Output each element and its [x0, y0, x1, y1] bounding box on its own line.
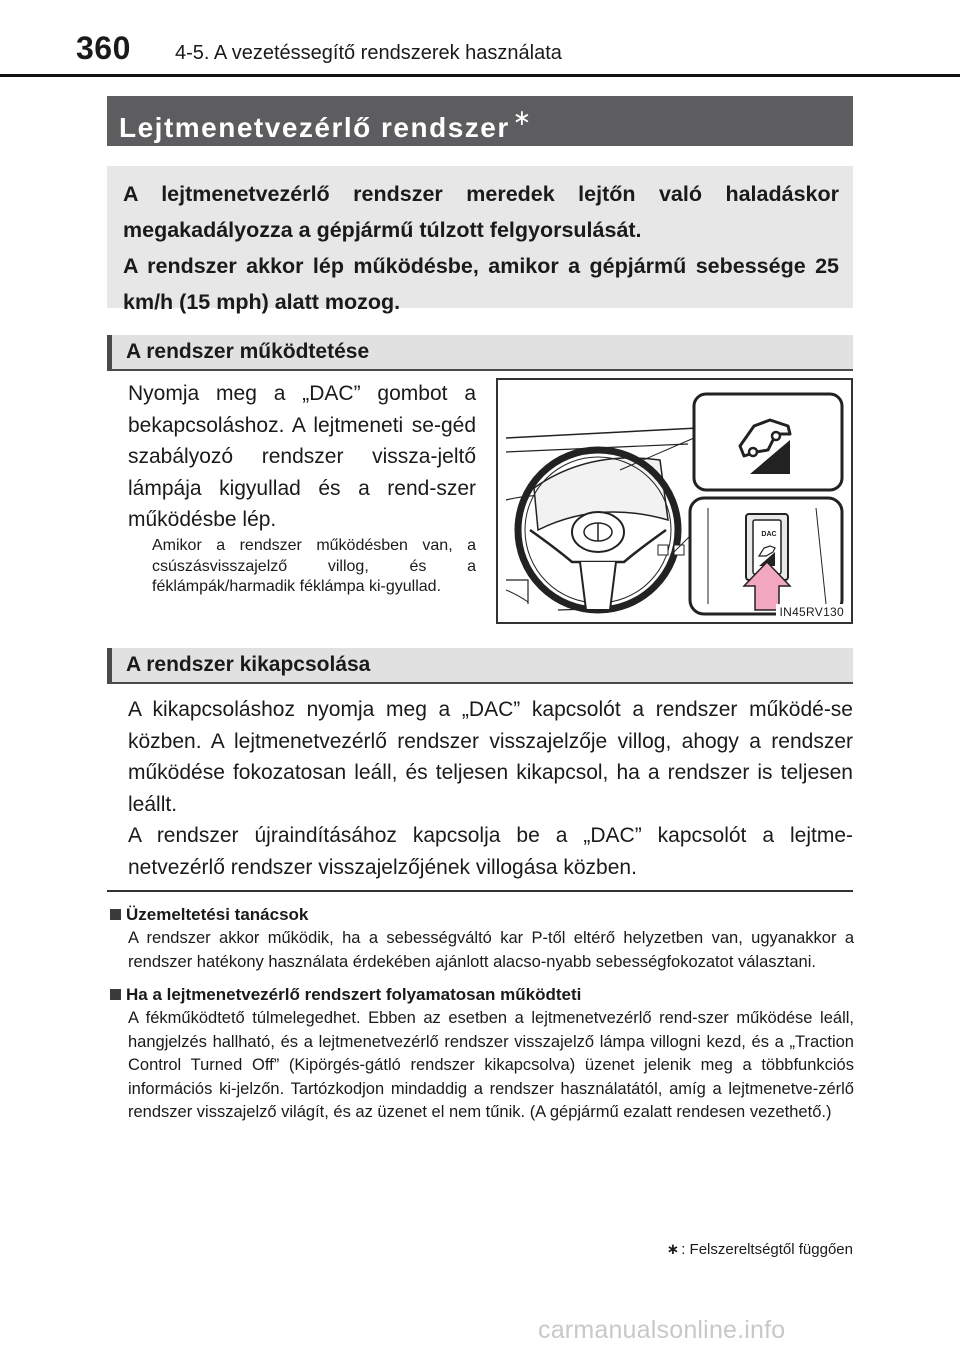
note-heading-text: Üzemeltetési tanácsok: [126, 905, 309, 924]
footnote: [667, 1240, 853, 1258]
square-bullet-icon: [110, 989, 121, 1000]
square-bullet-icon: [110, 909, 121, 920]
notes: [110, 903, 854, 1134]
title-asterisk: ∗: [512, 105, 532, 130]
note-heading-text: Ha a lejtmenetvezérlő rendszert folyamatosan működteti: [126, 985, 582, 1004]
page-title: [119, 105, 531, 144]
note-heading: [110, 983, 854, 1007]
intro-line-2: A rendszer akkor lép működésbe, amikor a gépjármű sebessége 25 km/h (15 mph) alatt mozog.: [123, 254, 839, 314]
note-body: A fékműködtető túlmelegedhet. Ebben az esetben a lejtmenetvezérlő rend-szer működése leáll, hangjelzés hallható, és a lejtmenetvezérlő rendszer visszajelző lámpa villogni kezd, és a „Traction Control Turned Off” (Kipörgés-gátló rendszer kikapcsolva) üzenet jelenik meg a többfunkciós információs ki-jelzőn. Tartózkodjon mindaddig a rendszer használatától, amíg a lejtmenetve-zérlő rendszer visszajelző világít, és az üzenet el nem tűnik. (A gépjármű ezalatt rendesen vezethető.): [128, 1009, 854, 1121]
footnote-text: : Felszereltségtől függően: [681, 1241, 853, 1258]
watermark: carmanualsonline.info: [538, 1316, 786, 1344]
header-rule: [0, 74, 960, 77]
section-heading-off-text: A rendszer kikapcsolása: [126, 653, 371, 676]
intro-box: [107, 166, 853, 314]
section-title-bar: [107, 96, 853, 146]
chapter-title: 4-5. A vezetéssegítő rendszerek használata: [175, 42, 562, 64]
dashboard-illustration: [498, 380, 851, 622]
footnote-asterisk: ∗: [666, 1241, 680, 1258]
off-paragraph-1: A kikapcsoláshoz nyomja meg a „DAC” kapcsolót a rendszer működé-se közben. A lejtmenetvezérlő rendszer visszajelzője villog, ahogy a rendszer működése fokozatosan leáll, és teljesen kikapcsol, ha a rendszer is teljesen leállt.: [128, 698, 853, 816]
note-heading: [110, 903, 854, 927]
figure-code: IN45RV130: [776, 604, 847, 620]
page-number: 360: [76, 30, 131, 66]
dac-button-figure: [496, 378, 853, 624]
intro-line-1: A lejtmenetvezérlő rendszer meredek lejtőn való haladáskor megakadályozza a gépjármű túlzott felgyorsulását.: [123, 182, 839, 242]
operation-note: Amikor a rendszer működésben van, a csúszásvisszajelző villog, és a féklámpák/harmadik féklámpa ki-gyullad.: [152, 537, 476, 595]
section-heading-operation: [107, 335, 853, 371]
section-heading-off: [107, 648, 853, 684]
operation-text: Nyomja meg a „DAC” gombot a bekapcsoláshoz. A lejtmeneti se-géd szabályozó rendszer vissza-jeltő lámpája kigyullad és a rend-szer működésbe lép.: [128, 382, 476, 531]
off-text: [128, 694, 853, 883]
page-title-text: Lejtmenetvezérlő rendszer: [119, 112, 510, 143]
note-body: A rendszer akkor működik, ha a sebességváltó kar P-től eltérő helyzetben van, ugyanakkor a rendszer hatékony használata érdekében ajánlott alacso-nyabb sebességfokozatot választani.: [128, 929, 854, 971]
divider: [107, 890, 853, 892]
section-heading-operation-text: A rendszer működtetése: [126, 340, 370, 363]
off-paragraph-2: A rendszer újraindításához kapcsolja be a „DAC” kapcsolót a lejtme-netvezérlő rendszer visszajelzőjének villogása közben.: [128, 824, 853, 879]
dac-button-label: DAC: [761, 531, 777, 538]
